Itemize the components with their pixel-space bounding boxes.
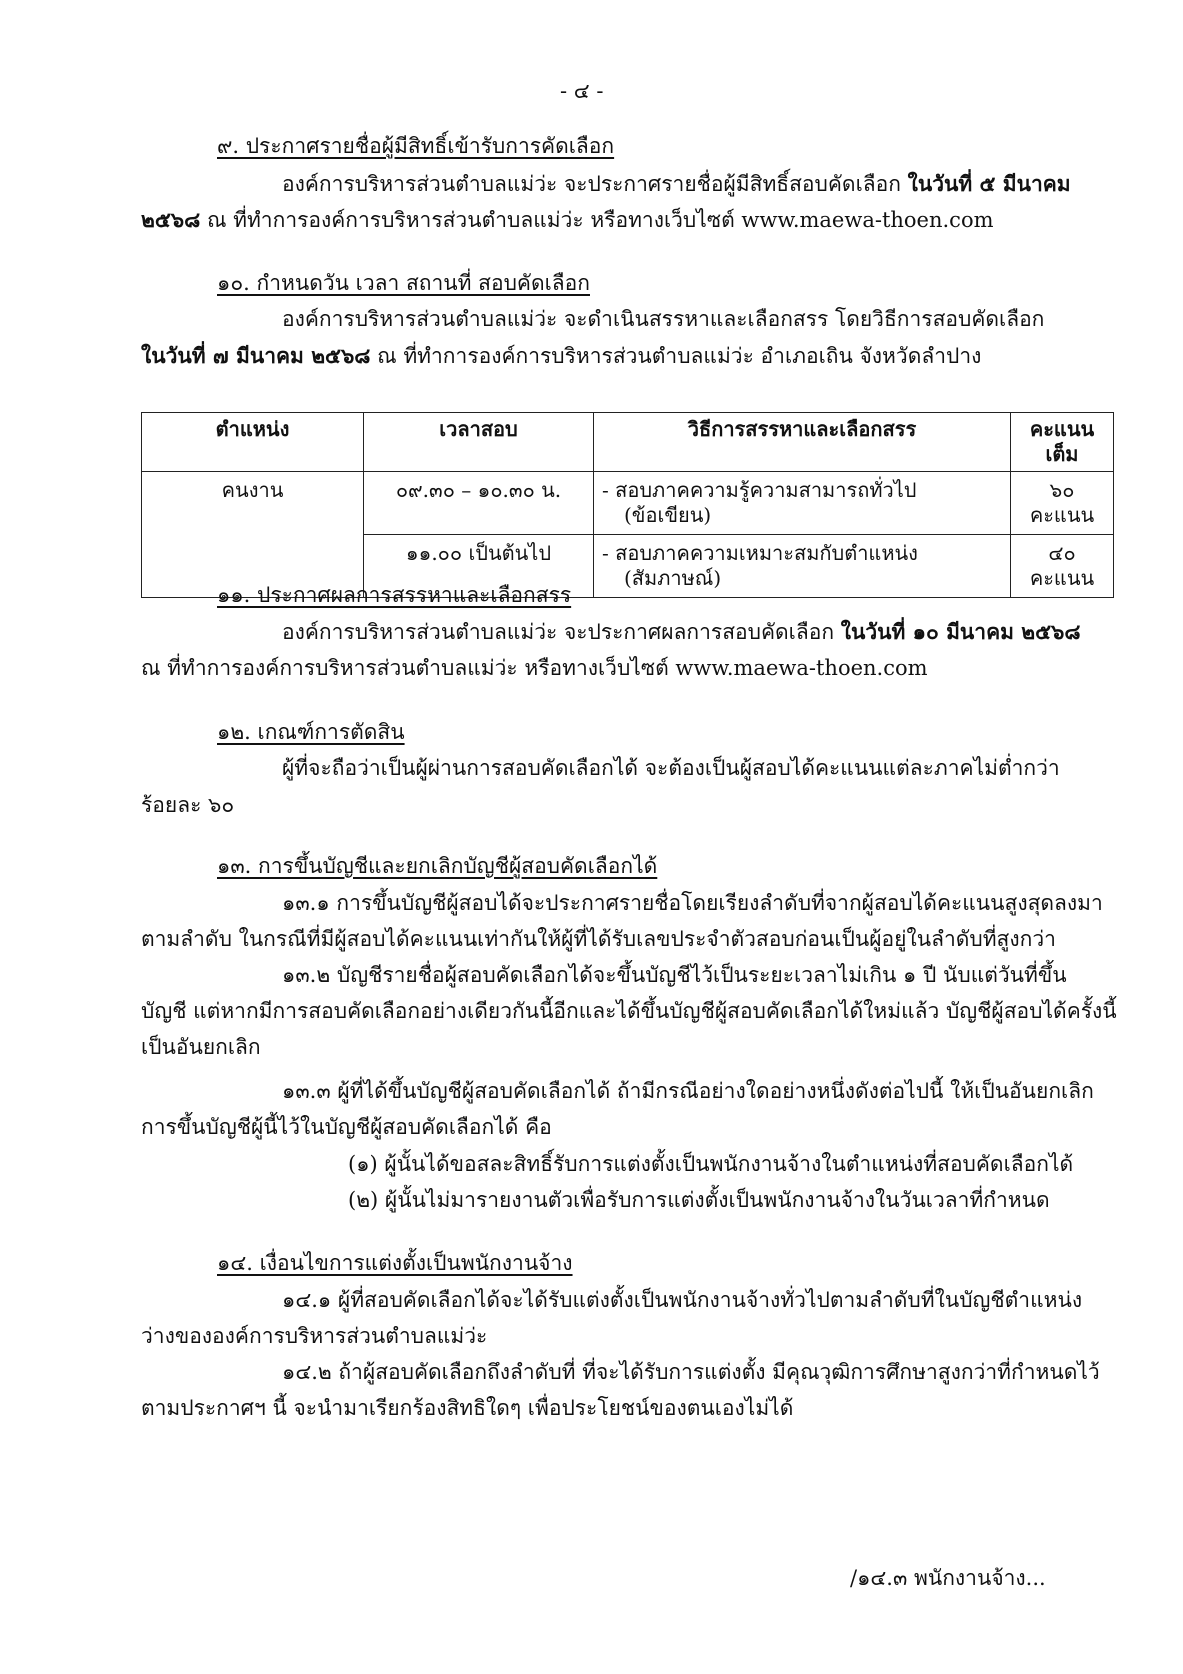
section-13-2-line3: เป็นอันยกเลิก: [141, 1035, 261, 1059]
section-14-2-line2: ตามประกาศฯ นี้ จะนำมาเรียกร้องสิทธิใดๆ เพื่อประโยชน์ของตนเองไม่ได้: [141, 1396, 794, 1420]
section-14-heading: ๑๔. เงื่อนไขการแต่งตั้งเป็นพนักงานจ้าง: [217, 1251, 573, 1275]
section-13-2-line1: ๑๓.๒ บัญชีรายชื่อผู้สอบคัดเลือกได้จะขึ้นบัญชีไว้เป็นระยะเวลาไม่เกิน ๑ ปี นับแต่วันที่ขึ้น: [282, 963, 1067, 987]
score-cell: ๔๐ คะแนน: [1011, 535, 1114, 598]
section-12-line1: ผู้ที่จะถือว่าเป็นผู้ผ่านการสอบคัดเลือกได้ จะต้องเป็นผู้สอบได้คะแนนแต่ละภาคไม่ต่ำกว่า: [282, 756, 1060, 780]
section-13-1-line2: ตามลำดับ ในกรณีที่มีผู้สอบได้คะแนนเท่ากันให้ผู้ที่ได้รับเลขประจำตัวสอบก่อนเป็นผู้อยู่ในลำดับที่สูงกว่า: [141, 927, 1056, 951]
position-cell: คนงาน: [142, 472, 364, 598]
score-cell: ๖๐ คะแนน: [1011, 472, 1114, 535]
section-14-2-line1: ๑๔.๒ ถ้าผู้สอบคัดเลือกถึงลำดับที่ ที่จะได้รับการแต่งตั้ง มีคุณวุฒิการศึกษาสูงกว่าที่กำหนดไว้: [282, 1360, 1100, 1384]
exam-schedule-table: [141, 412, 1114, 598]
method-subtext: (สัมภาษณ์): [624, 566, 722, 590]
section-10-location: ณ ที่ทำการองค์การบริหารส่วนตำบลแม่ว่ะ อำเภอเถิน จังหวัดลำปาง: [377, 344, 982, 368]
section-13-1-line1: ๑๓.๑ การขึ้นบัญชีผู้สอบได้จะประกาศรายชื่อโดยเรียงลำดับที่จากผู้สอบได้คะแนนสูงสุดลงมา: [282, 891, 1103, 915]
column-header: เวลาสอบ: [364, 413, 594, 472]
section-14-1-line2: ว่างขององค์การบริหารส่วนตำบลแม่ว่ะ: [141, 1324, 488, 1348]
section-12-heading: ๑๒. เกณฑ์การตัดสิน: [217, 720, 405, 744]
section-9-line2: [141, 207, 994, 233]
section-13-3-line1: ๑๓.๓ ผู้ที่ได้ขึ้นบัญชีผู้สอบคัดเลือกได้ ถ้ามีกรณีอย่างใดอย่างหนึ่งดังต่อไปนี้ ให้เป็นอันยกเลิก: [282, 1079, 1094, 1103]
section-10-heading: ๑๐. กำหนดวัน เวลา สถานที่ สอบคัดเลือก: [217, 271, 590, 295]
section-11-date: ในวันที่ ๑๐ มีนาคม ๒๕๖๘: [840, 619, 1081, 644]
section-10-date: ในวันที่ ๗ มีนาคม ๒๕๖๘: [141, 343, 371, 368]
section-9-text: องค์การบริหารส่วนตำบลแม่ว่ะ จะประกาศรายชื่อผู้มีสิทธิ์สอบคัดเลือก: [282, 172, 901, 196]
section-11-line1: [282, 619, 1081, 645]
method-cell: [594, 472, 1011, 535]
method-text: - สอบภาคความเหมาะสมกับตำแหน่ง: [602, 541, 918, 565]
section-10-line1: องค์การบริหารส่วนตำบลแม่ว่ะ จะดำเนินสรรหาและเลือกสรร โดยวิธีการสอบคัดเลือก: [282, 307, 1045, 331]
section-9-heading: ๙. ประกาศรายชื่อผู้มีสิทธิ์เข้ารับการคัดเลือก: [217, 134, 615, 158]
section-13-item-1: (๑) ผู้นั้นได้ขอสละสิทธิ์รับการแต่งตั้งเป็นพนักงานจ้างในตำแหน่งที่สอบคัดเลือกได้: [348, 1152, 1074, 1176]
column-header: คะแนนเต็ม: [1011, 413, 1114, 472]
section-13-2-line2: บัญชี แต่หากมีการสอบคัดเลือกอย่างเดียวกันนี้อีกและได้ขึ้นบัญชีผู้สอบคัดเลือกได้ใหม่แล้ว บัญชีผู้สอบได้ครั้งนี้: [141, 999, 1117, 1023]
method-text: - สอบภาคความรู้ความสามารถทั่วไป: [602, 478, 917, 502]
continuation-note: /๑๔.๓ พนักงานจ้าง...: [850, 1566, 1046, 1590]
method-cell: [594, 535, 1011, 598]
table-row: [142, 472, 1114, 535]
section-13-item-2: (๒) ผู้นั้นไม่มารายงานตัวเพื่อรับการแต่งตั้งเป็นพนักงานจ้างในวันเวลาที่กำหนด: [348, 1188, 1050, 1212]
section-9-line1: [282, 171, 1071, 197]
section-10-line2: [141, 343, 981, 369]
page-number: - ๔ -: [560, 79, 604, 103]
column-header: วิธีการสรรหาและเลือกสรร: [594, 413, 1011, 472]
section-11-heading: ๑๑. ประกาศผลการสรรหาและเลือกสรร: [217, 583, 572, 607]
section-11-text: องค์การบริหารส่วนตำบลแม่ว่ะ จะประกาศผลการสอบคัดเลือก: [282, 620, 835, 644]
column-header: ตำแหน่ง: [142, 413, 364, 472]
section-13-3-line2: การขึ้นบัญชีผู้นี้ไว้ในบัญชีผู้สอบคัดเลือกได้ คือ: [141, 1115, 552, 1139]
section-9-year: ๒๕๖๘: [141, 207, 201, 232]
section-13-heading: ๑๓. การขึ้นบัญชีและยกเลิกบัญชีผู้สอบคัดเลือกได้: [217, 854, 658, 878]
section-9-location: ณ ที่ทำการองค์การบริหารส่วนตำบลแม่ว่ะ หรือทางเว็บไซต์ www.maewa-thoen.com: [206, 208, 994, 232]
section-9-date: ในวันที่ ๕ มีนาคม: [907, 171, 1071, 196]
section-11-line2: ณ ที่ทำการองค์การบริหารส่วนตำบลแม่ว่ะ หรือทางเว็บไซต์ www.maewa-thoen.com: [141, 656, 928, 680]
table-header-row: [142, 413, 1114, 472]
section-14-1-line1: ๑๔.๑ ผู้ที่สอบคัดเลือกได้จะได้รับแต่งตั้งเป็นพนักงานจ้างทั่วไปตามลำดับที่ในบัญชีตำแหน่ง: [282, 1288, 1083, 1312]
section-12-line2: ร้อยละ ๖๐: [141, 793, 235, 817]
time-cell: ๑๑.๐๐ เป็นต้นไป: [364, 535, 594, 598]
method-subtext: (ข้อเขียน): [624, 503, 712, 527]
time-cell: ๐๙.๓๐ – ๑๐.๓๐ น.: [364, 472, 594, 535]
